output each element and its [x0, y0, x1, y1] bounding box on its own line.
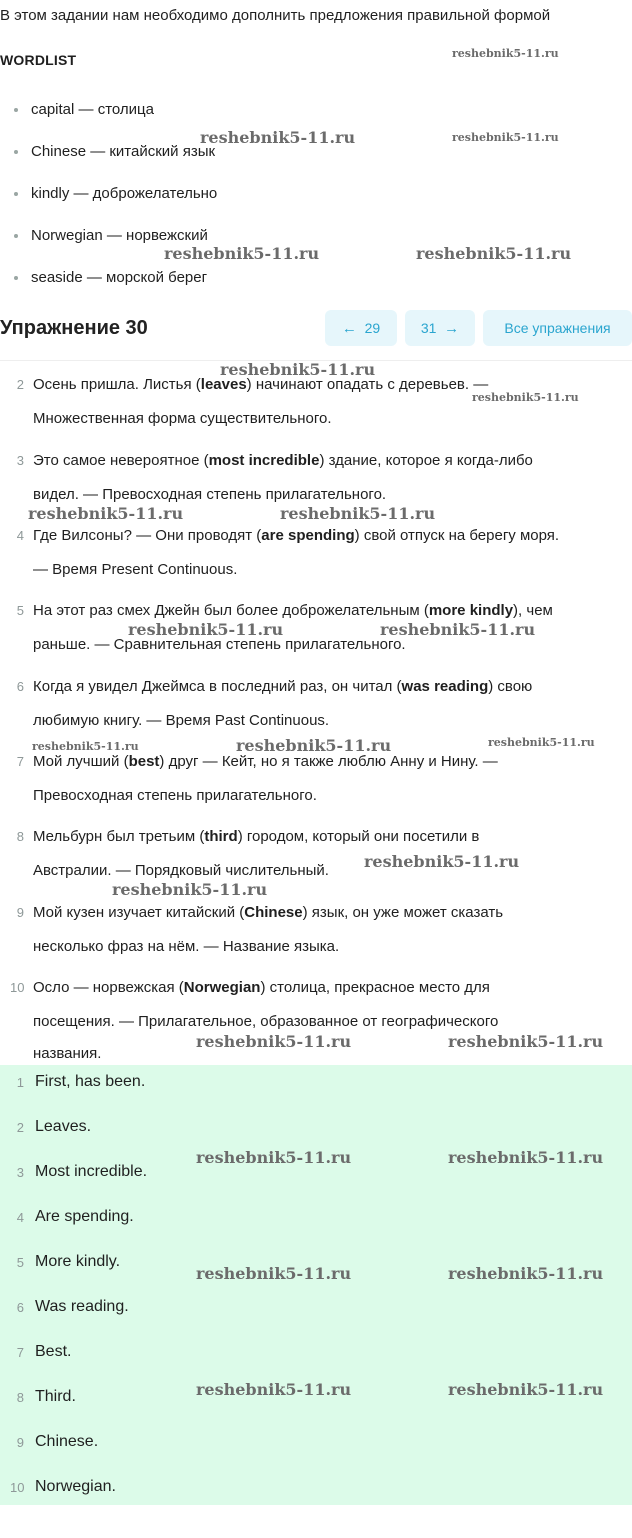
watermark: reshebnik5-11.ru: [448, 1148, 604, 1167]
watermark: reshebnik5-11.ru: [200, 128, 356, 147]
watermark: reshebnik5-11.ru: [220, 360, 376, 379]
explanation-line: видел. — Превосходная степень прилагательного.: [33, 486, 387, 503]
explanation-line: любимую книгу. — Время Past Continuous.: [33, 712, 330, 729]
watermark: reshebnik5-11.ru: [280, 504, 436, 523]
explanation-line: раньше. — Сравнительная степень прилагательного.: [33, 636, 406, 653]
bullet-icon: [14, 108, 18, 112]
watermark: reshebnik5-11.ru: [472, 391, 579, 404]
watermark: reshebnik5-11.ru: [196, 1380, 352, 1399]
watermark: reshebnik5-11.ru: [448, 1264, 604, 1283]
wordlist-item: seaside — морской берег: [14, 269, 207, 286]
watermark: reshebnik5-11.ru: [32, 740, 139, 753]
all-exercises-button[interactable]: Все упражнения: [483, 310, 632, 346]
watermark: reshebnik5-11.ru: [236, 736, 392, 755]
explanation-item: [10, 670, 630, 738]
intro-text: В этом задании нам необходимо дополнить предложения правильной формой: [0, 7, 551, 24]
item-number: 5: [16, 603, 24, 618]
explanation-line: Мой лучший (best) друг — Кейт, но я также люблю Анну и Нину. —: [33, 753, 498, 770]
watermark: reshebnik5-11.ru: [448, 1032, 604, 1051]
explanation-line: Австралии. — Порядковый числительный.: [33, 862, 329, 879]
item-number: 9: [16, 905, 24, 920]
bullet-icon: [14, 150, 18, 154]
arrow-right-icon: →: [444, 319, 460, 337]
item-number: 8: [16, 829, 24, 844]
explanation-line: Множественная форма существительного.: [33, 410, 332, 427]
explanation-line: Осень пришла. Листья (leaves) начинают опадать с деревьев. —: [33, 376, 489, 393]
item-number: 6: [16, 679, 24, 694]
watermark: reshebnik5-11.ru: [364, 852, 520, 871]
watermark: reshebnik5-11.ru: [196, 1032, 352, 1051]
watermark: reshebnik5-11.ru: [448, 1380, 604, 1399]
watermark: reshebnik5-11.ru: [196, 1148, 352, 1167]
watermark: reshebnik5-11.ru: [452, 47, 559, 60]
explanation-line: несколько фраз на нём. — Название языка.: [33, 938, 340, 955]
watermark: reshebnik5-11.ru: [416, 244, 572, 263]
watermark: reshebnik5-11.ru: [164, 244, 320, 263]
item-number: 2: [16, 377, 24, 392]
explanation-item: [10, 444, 630, 512]
wordlist-title: WORDLIST: [0, 52, 77, 68]
watermark: reshebnik5-11.ru: [196, 1264, 352, 1283]
explanation-item: [10, 896, 630, 964]
bullet-icon: [14, 234, 18, 238]
item-number: 7: [16, 754, 24, 769]
explanation-line: На этот раз смех Джейн был более доброжелательным (more kindly), чем: [33, 602, 553, 619]
arrow-left-icon: ←: [341, 319, 357, 337]
bullet-icon: [14, 192, 18, 196]
watermark: reshebnik5-11.ru: [128, 620, 284, 639]
item-number: 3: [16, 453, 24, 468]
watermark: reshebnik5-11.ru: [28, 504, 184, 523]
watermark: reshebnik5-11.ru: [488, 736, 595, 749]
wordlist-item: kindly — доброжелательно: [14, 185, 217, 202]
explanation-line: Где Вилсоны? — Они проводят (are spending) свой отпуск на берегу моря.: [33, 527, 560, 544]
explanation-item: [10, 971, 630, 1071]
explanation-item: [10, 594, 630, 662]
explanation-line: — Время Present Continuous.: [33, 561, 238, 578]
wordlist-item: Norwegian — норвежский: [14, 227, 208, 244]
explanation-item: [10, 519, 630, 587]
item-number: 4: [16, 528, 24, 543]
explanation-line: Превосходная степень прилагательного.: [33, 787, 317, 804]
explanation-line: посещения. — Прилагательное, образованное от географического: [33, 1013, 499, 1030]
explanation-line: Это самое невероятное (most incredible) здание, которое я когда-либо: [33, 452, 533, 469]
wordlist-item: Chinese — китайский язык: [14, 143, 215, 160]
prev-exercise-button[interactable]: ← 29: [325, 310, 397, 346]
explanation-item: [10, 745, 630, 813]
explanation-line: Осло — норвежская (Norwegian) столица, прекрасное место для: [33, 979, 490, 996]
explanation-line: Мельбурн был третьим (third) городом, который они посетили в: [33, 828, 480, 845]
exercise-title: Упражнение 30: [0, 317, 148, 339]
explanation-line: Мой кузен изучает китайский (Chinese) язык, он уже может сказать: [33, 904, 504, 921]
watermark: reshebnik5-11.ru: [112, 880, 268, 899]
item-number: 10: [10, 980, 25, 995]
exercise-header: [0, 310, 632, 361]
wordlist-item: capital — столица: [14, 101, 154, 118]
explanation-item: [10, 820, 630, 888]
watermark: reshebnik5-11.ru: [452, 131, 559, 144]
next-exercise-button[interactable]: 31 →: [405, 310, 475, 346]
bullet-icon: [14, 276, 18, 280]
explanation-line: Когда я увидел Джеймса в последний раз, он читал (was reading) свою: [33, 678, 533, 695]
watermark: reshebnik5-11.ru: [380, 620, 536, 639]
explanation-line: названия.: [33, 1045, 102, 1062]
